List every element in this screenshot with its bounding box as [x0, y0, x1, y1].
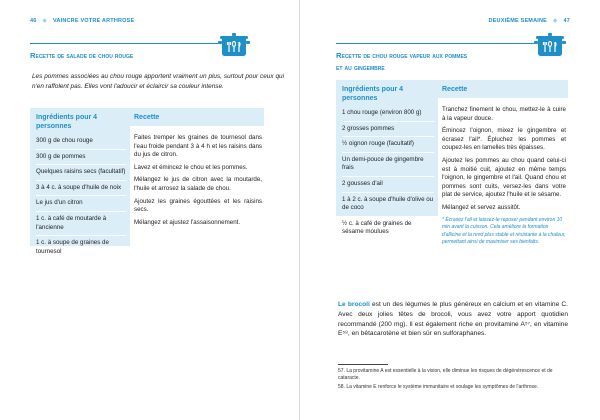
left-page-number: 46 [30, 18, 37, 24]
right-recipe-header-band [438, 80, 568, 98]
footnote-57: 57. La provitamine A est essentielle à la vision, elle diminue les risques de dégénérescence et de cataracte. [338, 368, 553, 381]
right-head-separator: ◆ [553, 18, 558, 24]
left-section-title: VAINCRE VOTRE ARTHROSE [52, 18, 135, 24]
ingredient-item: 2 gousses d'ail [342, 176, 434, 192]
recipe-step: Lavez et émincez le chou et les pommes. [134, 163, 248, 171]
right-ingredients-heading: Ingrédients pour 4 personnes [342, 86, 404, 102]
ingredient-item: Quelques raisins secs (facultatif) [36, 164, 126, 180]
ingredient-item: 2 grosses pommes [342, 121, 434, 137]
ingredient-item: 1 c. à café de moutarde à l'ancienne [36, 211, 126, 235]
broccoli-keyword: Le brocoli [338, 301, 370, 308]
left-ingredients-list [36, 134, 126, 259]
ingredient-item: Le jus d'un citron [36, 195, 126, 211]
ingredient-item: 1 c. à soupe de graines de tournesol [36, 235, 126, 259]
left-recipe-heading: Recette [134, 114, 160, 121]
recipe-step: Tranchez finement le chou, mettez-le à cuire à la vapeur douce. [442, 106, 566, 122]
left-ingredients-heading: Ingrédients pour 4 personnes [36, 114, 98, 130]
right-section-title: DEUXIÈME SEMAINE [488, 18, 548, 24]
cooking-pot-icon [534, 27, 566, 59]
left-recipe-header-band [130, 108, 264, 126]
footnote-rule [338, 364, 388, 365]
recipe-step: Ajoutez les graines égouttées et les raisins secs. [134, 197, 262, 214]
ingredient-item: 1 chou rouge (environ 800 g) [342, 109, 422, 116]
recipe-step: Émincez l'oignon, mixez le gingembre et écrasez l'ail*. Épluchez les pommes et coupez-les en lamelles très épaisses. [442, 127, 566, 152]
left-ingredients-box [30, 108, 130, 255]
ingredient-item: 300 g de chou rouge [36, 137, 93, 144]
broccoli-text: est un des légumes le plus généreux en calcium et en vitamine C. Avec deux jolies têtes de brocoli, vous avez votre apport quotidien recommandé (200 mg). Il est également riche en provitamine A⁵⁷, en vitamine E⁵⁸, en bêtacarotène et bien sûr en sulforaphanes. [338, 301, 568, 338]
left-title-rule [30, 43, 218, 44]
garlic-note: * Écrasez l'ail et laissez-le reposer pendant environ 10 min avant la cuisson. Cela améliore la formation d'allicine et la rend plus stable et résistante à la chaleur, permettant ainsi de maximiser ses bienfaits. [442, 216, 566, 246]
left-recipe-title: Recette de salade de chou rouge [30, 51, 134, 60]
right-recipe-steps [442, 106, 566, 247]
broccoli-paragraph [338, 300, 568, 339]
left-head-separator: ◆ [42, 18, 47, 24]
ingredient-item: 300 g de pommes [36, 149, 126, 165]
right-recipe-title-line1: Recette de chou rouge vapeur aux pommes [336, 51, 468, 60]
right-title-rule [336, 43, 534, 44]
recipe-step: Ajoutez les pommes au chou quand celui-ci est à moitié cuit, ajoutez en même temps l'oignon, le gingembre et l'ail. Quand chou et pommes sont cuits, versez-les dans votre plat de service, ajoutez l'huile et le sésame. [442, 156, 566, 199]
right-page [300, 0, 600, 420]
right-page-number: 47 [563, 18, 570, 24]
cooking-pot-icon [218, 27, 250, 59]
right-running-head [489, 18, 570, 24]
right-ingredients-list [342, 106, 434, 240]
right-ingredients-box [336, 80, 438, 236]
left-recipe-intro: Les pommes associées au chou rouge apportent vraiment un plus, surtout pour ceux qui n'en raffolent pas. Elles vont l'adoucir et éclaircir sa couleur intense. [32, 73, 284, 90]
recipe-step: Mélangez et ajustez l'assaisonnement. [134, 218, 241, 226]
ingredient-item: Un demi-pouce de gingembre frais [342, 152, 434, 176]
ingredient-item: 3 à 4 c. à soupe d'huile de noix [36, 180, 126, 196]
recipe-step: Mélangez et servez aussitôt. [442, 203, 521, 211]
recipe-step: Mélangez le jus de citron avec la moutarde, l'huile et arrosez la salade de chou. [134, 176, 262, 192]
right-recipe-title-line2: et au gingembre [336, 63, 385, 72]
left-running-head [30, 18, 134, 24]
recipe-step: Faites tremper les graines de tournesol dans l'eau froide pendant 3 à 4 h et les raisins dans du jus de citron. [134, 134, 262, 159]
ingredient-item: 1 à 2 c. à soupe d'huile d'olive ou de coco [342, 192, 434, 216]
ingredient-item: ½ oignon rouge (facultatif) [342, 136, 434, 152]
left-recipe-steps [134, 134, 262, 231]
footnote-58: 58. La vitamine E renforce le système immunitaire et soulage les symptômes de l'arthrose. [338, 384, 539, 390]
right-recipe-heading: Recette [442, 86, 468, 93]
ingredient-item: ½ c. à café de graines de sésame moulues [342, 216, 434, 240]
